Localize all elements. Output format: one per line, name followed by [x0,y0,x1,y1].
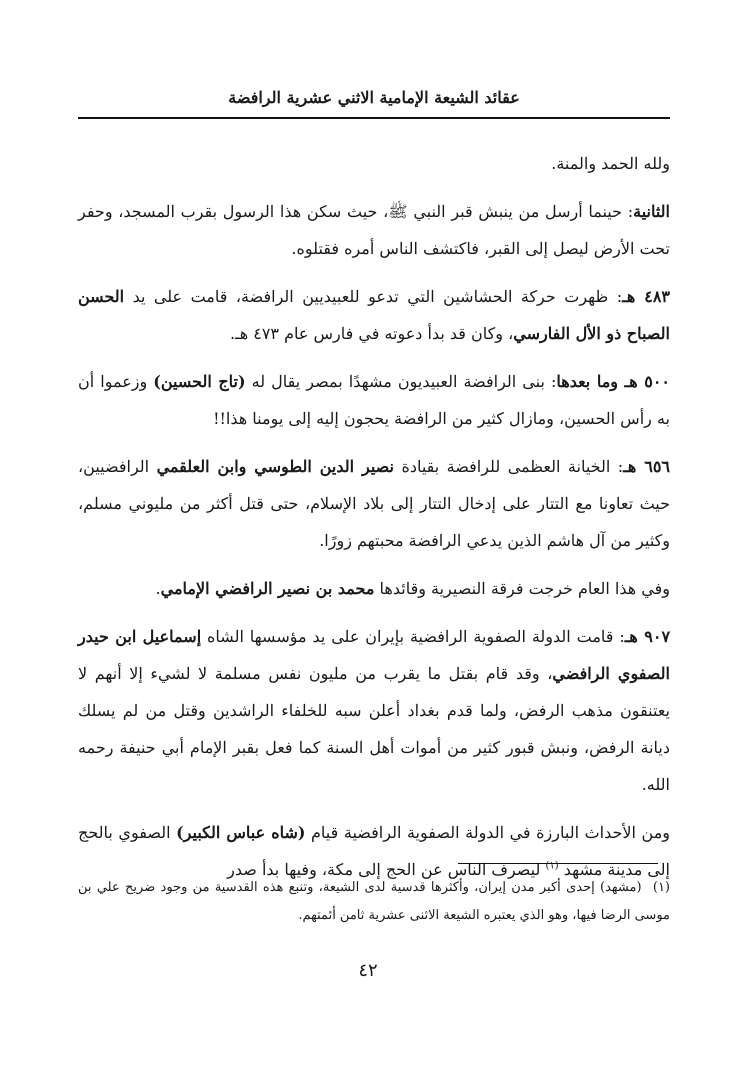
text-segment: الصفوي بالحج إلى مدينة مشهد [78,823,670,879]
bold-text: محمد بن نصير الرافضي الإمامي [160,579,375,598]
text-segment: . [155,579,161,598]
body-text [78,145,670,899]
bold-text: (تاج الحسين) [153,372,246,391]
footnote-separator [458,863,658,864]
text-segment: ولله الحمد والمنة. [551,154,670,173]
bold-text: نصير الدين الطوسي وابن العلقمي [156,457,394,476]
bold-text: (شاه عباس الكبير) [176,823,306,842]
paragraph [78,278,670,352]
bold-text: إسماعيل ابن حيدر الصفوي الرافضي [78,627,670,683]
paragraph [78,618,670,803]
text-segment: ، وقد قام بقتل ما يقرب من مليون نفس مسلمة لا لشيء إلا أنهم لا يعتنقون مذهب الرفض، ولما قدم بغداد أعلن سبه للخلفاء الراشدين وقتل من لم يسلك ديانة الرفض، ونبش قبور كثير من أموات أهل السنة كما فعل بقبر الإمام أبي حنيفة رحمه الله. [78,664,670,794]
text-segment: ليصرف الناس عن الحج إلى مكة، وفيها بدأ صدر [227,860,546,879]
text-segment: ومن الأحداث البارزة في الدولة الصفوية الرافضية قيام [305,823,671,842]
header-rule [78,117,670,119]
bold-text: ٤٨٣ هـ [622,287,670,306]
text-segment: وفي هذا العام خرجت فرقة النصيرية وقائدها [374,579,670,598]
paragraph [78,193,670,267]
text-segment: : حينما أرسل من ينبش قبر النبي ﷺ، حيث سكن هذا الرسول بقرب المسجد، وحفر تحت الأرض ليصل إلى القبر، فاكتشف الناس أمره فقتلوه. [78,202,670,258]
paragraph [78,363,670,437]
text-segment: : الخيانة العظمى للرافضة بقيادة [394,457,624,476]
bold-text: الثانية [633,202,670,221]
text-segment: : بنى الرافضة العبيديون مشهدًا بمصر يقال له [245,372,557,391]
footnote-reference: (١) [545,860,559,872]
text-segment: : ظهرت حركة الحشاشين التي تدعو للعبيديين الرافضة، قامت على يد [124,287,623,306]
paragraph [78,145,670,182]
bold-text: الحسن الصباح ذو الأل الفارسي [78,287,670,343]
text-segment: : قامت الدولة الصفوية الرافضية بإيران على يد مؤسسها الشاه [201,627,625,646]
footnote-number: (١) [652,880,670,895]
text-segment: وزعموا أن به رأس الحسين، ومازال كثير من الرافضة يحجون إليه إلى يومنا هذا!! [78,372,670,428]
page-number: ٤٢ [358,960,378,981]
footnote [78,874,670,930]
text-segment: ، وكان قد بدأ دعوته في فارس عام ٤٧٣ هـ. [229,324,514,343]
running-header: عقائد الشيعة الإمامية الاثني عشرية الرافضة [228,88,520,107]
bold-text: ٦٥٦ هـ [623,457,671,476]
paragraph [78,448,670,559]
text-segment: الرافضيين، حيث تعاونا مع التتار على إدخال التتار إلى بلاد الإسلام، حتى قتل أكثر من مليوني مسلم، وكثير من آل هاشم الذين يدعي الرافضة محبتهم زورًا. [78,457,670,550]
bold-text: ٥٠٠ هـ وما بعدها [556,372,670,391]
footnote-text: (مشهد) إحدى أكبر مدن إيران، وأكثرها قدسية لدى الشيعة، وتنبع هذه القدسية من وجود ضريح علي بن موسى الرضا فيها، وهو الذي يعتبره الشيعة الاثنى عشرية ثامن أئمتهم. [78,880,670,923]
bold-text: ٩٠٧ هـ [624,627,671,646]
paragraph [78,570,670,607]
